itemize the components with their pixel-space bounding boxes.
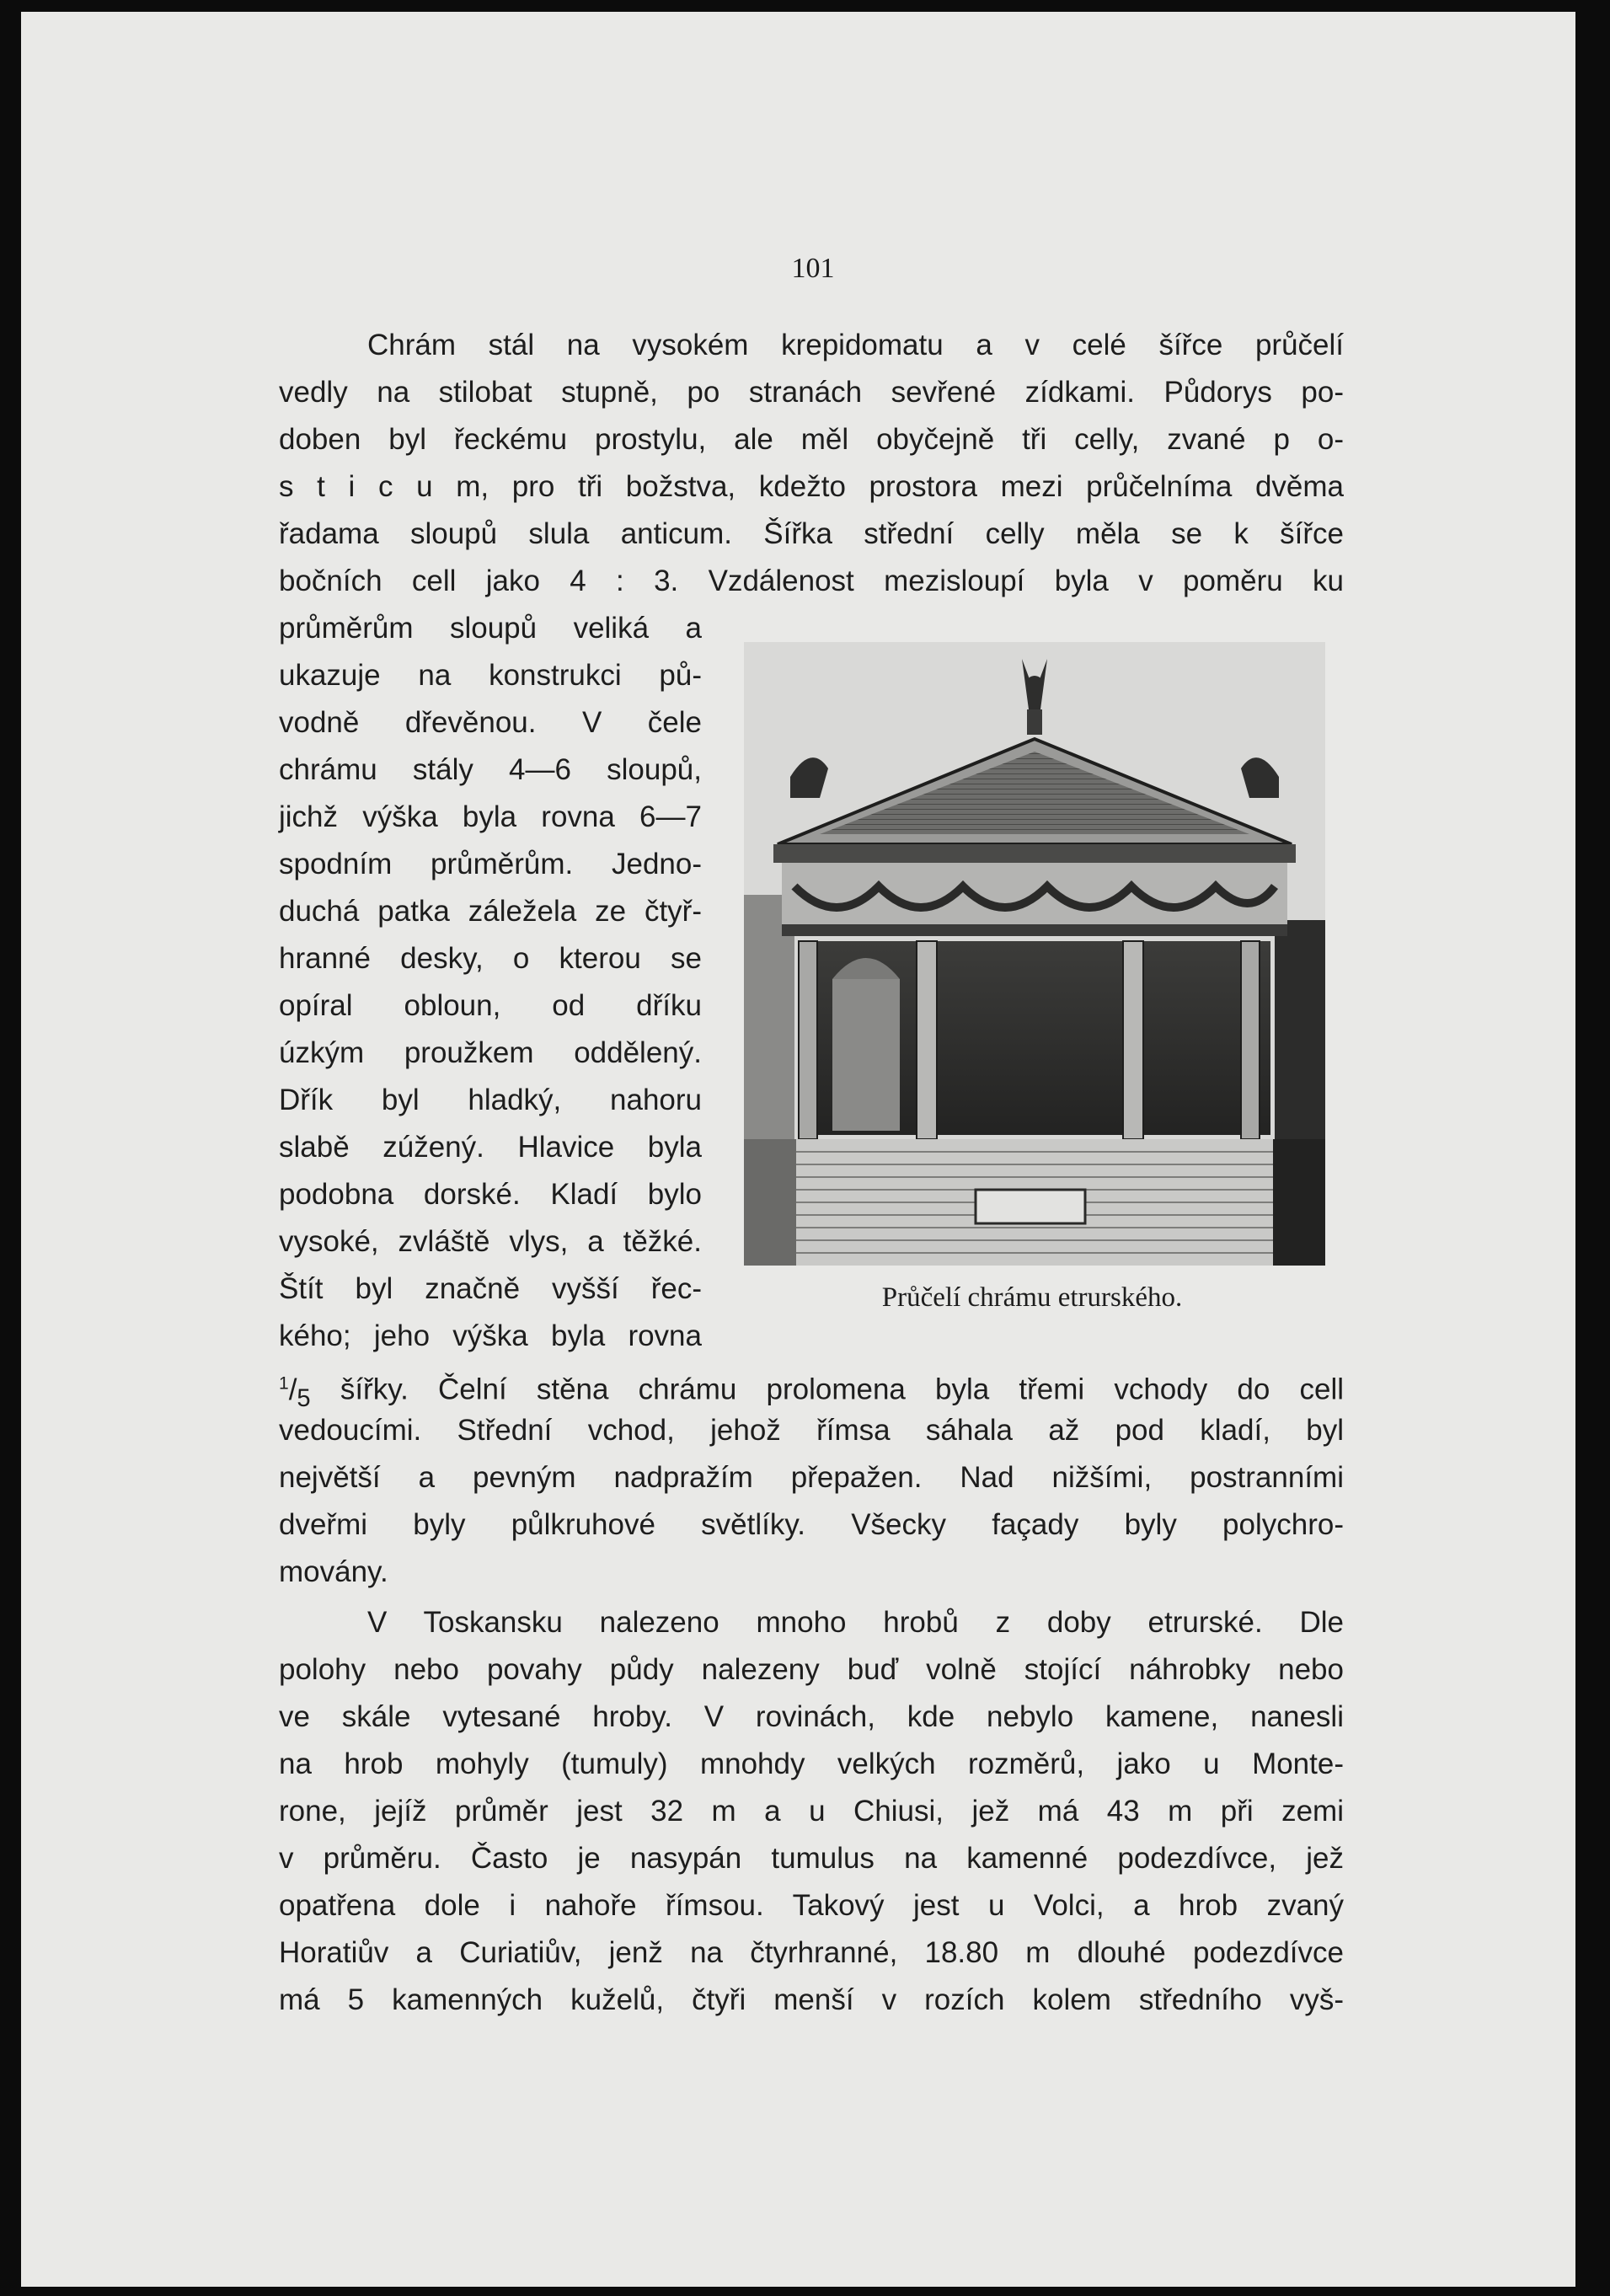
text-line: řadama sloupů slula anticum. Šířka střední celly měla se k šířce — [279, 517, 1344, 550]
text-line: spodním průměrům. Jedno- — [279, 848, 702, 880]
scanned-page — [21, 12, 1575, 2287]
text-line: dveřmi byly půlkruhové světlíky. Všecky façady byly polychro- — [279, 1508, 1344, 1541]
text-line: Štít byl značně vyšší řec- — [279, 1272, 702, 1305]
text-line: podobna dorské. Kladí bylo — [279, 1178, 702, 1211]
text-line: ve skále vytesané hroby. V rovinách, kde nebylo kamene, nanesli — [279, 1700, 1344, 1733]
text-line: v průměru. Často je nasypán tumulus na kamenné podezdívce, jež — [279, 1842, 1344, 1875]
text-line: duchá patka záležela ze čtyř- — [279, 895, 702, 928]
text-line: na hrob mohyly (tumuly) mnohdy velkých rozměrů, jako u Monte- — [279, 1747, 1344, 1780]
text-line: polohy nebo povahy půdy nalezeny buď volně stojící náhrobky nebo — [279, 1653, 1344, 1686]
text-line: největší a pevným nadpražím přepažen. Nad nižšími, postranními — [279, 1461, 1344, 1494]
text-line: hranné desky, o kterou se — [279, 942, 702, 975]
text-line: chrámu stály 4—6 sloupů, — [279, 753, 702, 786]
text-line: rone, jejíž průměr jest 32 m a u Chiusi, jež má 43 m při zemi — [279, 1795, 1344, 1828]
text-line: průměrům sloupů veliká a — [279, 612, 702, 645]
text-line: opíral obloun, od dříku — [279, 989, 702, 1022]
text-line: Horatiův a Curiatiův, jenž na čtyrhranné, 18.80 m dlouhé podezdívce — [279, 1936, 1344, 1969]
text-line: $^1/_5$ šířky. Čelní stěna chrámu prolomena byla třemi vchody do cell — [279, 1373, 1344, 1412]
figure-caption: Průčelí chrámu etrurského. — [881, 1282, 1183, 1313]
text-line: slabě zúžený. Hlavice byla — [279, 1131, 702, 1164]
text-line: movány. — [279, 1555, 388, 1588]
text-line: vysoké, zvláště vlys, a těžké. — [279, 1225, 702, 1258]
text-line: má 5 kamenných kuželů, čtyři menší v rozích kolem středního vyš- — [279, 1983, 1344, 2016]
text-line: vedly na stilobat stupně, po stranách sevřené zídkami. Půdorys po- — [279, 376, 1344, 409]
text-line: ukazuje na konstrukci pů- — [279, 659, 702, 692]
text-line: V Toskansku nalezeno mnoho hrobů z doby etrurské. Dle — [367, 1606, 1344, 1639]
text-line: Dřík byl hladký, nahoru — [279, 1084, 702, 1116]
text-line: vedoucími. Střední vchod, jehož římsa sáhala až pod kladí, byl — [279, 1414, 1344, 1447]
text-line: vodně dřevěnou. V čele — [279, 706, 702, 739]
temple-facade-drawing — [744, 642, 1325, 1266]
text-line: kého; jeho výška byla rovna — [279, 1319, 702, 1352]
page-number: 101 — [791, 253, 835, 284]
temple-facade-illustration — [744, 642, 1325, 1266]
text-line: úzkým proužkem oddělený. — [279, 1036, 702, 1069]
text-line: Chrám stál na vysokém krepidomatu a v celé šířce průčelí — [367, 329, 1344, 361]
text-line: jichž výška byla rovna 6—7 — [279, 800, 702, 833]
text-line: opatřena dole i nahoře římsou. Takový jest u Volci, a hrob zvaný — [279, 1889, 1344, 1922]
text-line: doben byl řeckému prostylu, ale měl obyčejně tři celly, zvané p o- — [279, 423, 1344, 456]
fraction-one-fifth: $^1/_5$ — [279, 1373, 311, 1412]
text-line: bočních cell jako 4 : 3. Vzdálenost mezisloupí byla v poměru ku — [279, 565, 1344, 597]
text-line: s t i c u m, pro tři božstva, kdežto prostora mezi průčelníma dvěma — [279, 470, 1344, 503]
